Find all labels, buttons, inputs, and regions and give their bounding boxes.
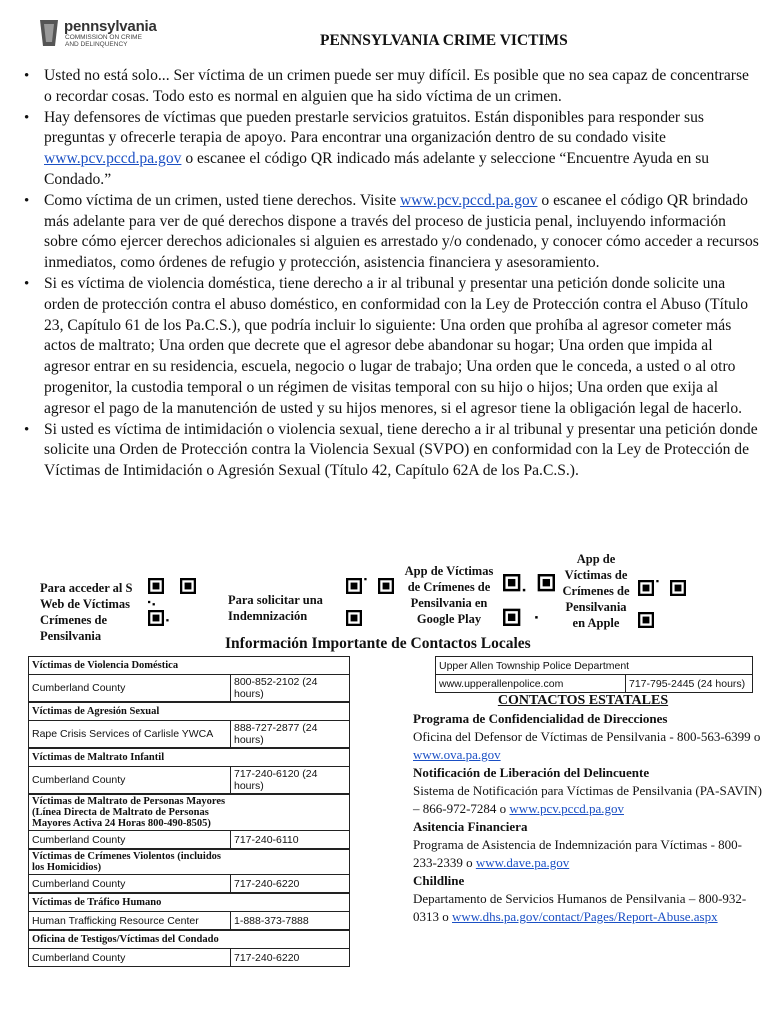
local-contact-heading: Víctimas de Tráfico Humano bbox=[29, 894, 350, 912]
state-item-heading: Asitencia Financiera bbox=[413, 819, 528, 834]
state-item: Programa de Confidencialidad de Direcciones Oficina del Defensor de Víctimas de Pensilvania - 800-563-6399 o www.ova.pa.gov bbox=[413, 710, 763, 764]
local-contact-phone: 717-240-6110 bbox=[231, 831, 350, 849]
bullet-5: • Si usted es víctima de intimidación o violencia sexual, tiene derecho a ir al tribunal y presentar una petición donde solicite una Orden de Protección contra la Violencia Sexual (SVPO) en conformidad con la Ley de Protección de Víctimas de Intimidación o Agresión Sexual (Título 42, Capítulo 62A de los Pa.C.S.). bbox=[24, 420, 759, 482]
bullet-4: • Si es víctima de violencia doméstica, tiene derecho a ir al tribunal y presentar una petición donde solicite una orden de protección contra el abuso doméstico, en conformidad con la Ley de Protección contra el Abuso (Título 23, Capítulo 61 de los Pa.C.S.), que podría incluir lo siguiente: Una orden que prohíba al agresor cometer más actos de maltrato; Una orden que decrete que el agresor debe abandonar su hogar; Una orden que impida al agresor entrar en su residencia, escuela, negocio o lugar de trabajo; Una orden que le conceda, a usted o al otro progenitor, la custodia temporal o un régimen de visitas temporal con su hijo o hijos; Una orden que exija al agresor el pago de la manutención de usted y su hijos menores, si el agresor tiene la obligación legal de hacerlo. bbox=[24, 274, 759, 420]
logo-name: pennsylvania bbox=[64, 18, 157, 35]
state-item: Notificación de Liberación del Delincuente Sistema de Notificación para Víctimas de Pensilvania (PA-SAVIN) – 866-972-7284 o www.pcv.pccd.pa.gov bbox=[413, 765, 762, 816]
logo-subtitle: COMMISSION ON CRIME AND DELINQUENCY bbox=[65, 34, 142, 48]
dave-link[interactable]: www.dave.pa.gov bbox=[475, 855, 570, 870]
qr-label-apple: App de Víctimas de Crímenes de Pensilvania en Apple bbox=[562, 552, 630, 630]
local-contact-phone: 717-240-6220 bbox=[231, 875, 350, 893]
ova-link[interactable]: www.ova.pa.gov bbox=[413, 747, 501, 762]
local-contact-phone: 888-727-2877 (24 hours) bbox=[231, 721, 350, 748]
pcv-link[interactable]: www.pcv.pccd.pa.gov bbox=[400, 191, 538, 209]
local-contact-heading: Víctimas de Crímenes Violentos (incluidos los Homicidios) bbox=[29, 850, 350, 875]
local-contact-org: Rape Crisis Services of Carlisle YWCA bbox=[29, 721, 231, 748]
local-contact-table bbox=[28, 930, 350, 967]
local-contact-phone: 1-888-373-7888 bbox=[231, 912, 350, 930]
qr-code-icon[interactable] bbox=[346, 578, 394, 626]
pcv-link[interactable]: www.pcv.pccd.pa.gov bbox=[44, 150, 182, 168]
state-item: Asitencia Financiera Programa de Asistencia de Indemnización para Víctimas - 800-233-2339 o www.dave.pa.gov bbox=[413, 818, 763, 872]
police-name: Upper Allen Township Police Department bbox=[436, 657, 753, 675]
qr-code-icon[interactable] bbox=[503, 574, 555, 626]
bullet-3: • Como víctima de un crimen, usted tiene derechos. Visite www.pcv.pccd.pa.gov o escanee el código QR brindado más adelante para ver de qué derechos dispone a través del proceso de justicia penal, incluyendo información sobre cómo ejercer derechos adicionales si alguien es arrestado y/o condenado, y conocer cómo acceder a recursos inmediatos, como órdenes de refugio y protección, asistencia financiera y asesoramiento. bbox=[24, 191, 759, 274]
local-contact-heading: Víctimas de Maltrato Infantil bbox=[29, 749, 350, 767]
state-item-heading: Programa de Confidencialidad de Direcciones bbox=[413, 711, 668, 726]
local-contact-heading: Oficina de Testigos/Víctimas del Condado bbox=[29, 931, 350, 949]
local-contact-table bbox=[28, 748, 350, 794]
qr-label-google: App de Víctimas de Crímenes de Pensilvania en Google Play bbox=[404, 564, 494, 626]
bullet-1: • Usted no está solo... Ser víctima de un crimen puede ser muy difícil. Es posible que no sea capaz de concentrarse o recordar cosas. Todo esto es normal en alguien que ha sido víctima de un crimen. bbox=[24, 66, 759, 108]
local-contact-org: Human Trafficking Resource Center bbox=[29, 912, 231, 930]
local-contact-org: Cumberland County bbox=[29, 675, 231, 702]
local-contact-org: Cumberland County bbox=[29, 831, 231, 849]
qr-label-indemnizacion: Para solicitar una Indemnización bbox=[228, 593, 323, 623]
state-contacts-title: CONTACTOS ESTATALES bbox=[497, 693, 669, 708]
local-contact-table bbox=[28, 849, 350, 893]
local-contact-table bbox=[28, 656, 350, 702]
local-contact-table bbox=[28, 702, 350, 748]
local-contact-org: Cumberland County bbox=[29, 949, 231, 967]
police-web: www.upperallenpolice.com bbox=[436, 675, 626, 693]
qr-label-web: Para acceder al S Web de Víctimas Crímenes de Pensilvania bbox=[40, 581, 133, 643]
local-contact-org: Cumberland County bbox=[29, 875, 231, 893]
info-bullets bbox=[24, 66, 759, 482]
state-item: Childline Departamento de Servicios Humanos de Pensilvania – 800-932-0313 o www.dhs.pa.gov/contact/Pages/Report-Abuse.aspx bbox=[413, 872, 763, 926]
state-item-heading: Notificación de Liberación del Delincuente bbox=[413, 765, 650, 780]
local-contact-org: Cumberland County bbox=[29, 767, 231, 794]
local-contact-phone: 717-240-6220 bbox=[231, 949, 350, 967]
state-item-heading: Childline bbox=[413, 873, 465, 888]
qr-code-icon[interactable] bbox=[638, 580, 686, 628]
pcv-link[interactable]: www.pcv.pccd.pa.gov bbox=[509, 801, 624, 816]
keystone-icon bbox=[38, 18, 60, 48]
page-title: PENNSYLVANIA CRIME VICTIMS bbox=[320, 32, 568, 49]
pccd-logo bbox=[38, 18, 178, 54]
dhs-link[interactable]: www.dhs.pa.gov/contact/Pages/Report-Abuse.aspx bbox=[452, 909, 718, 924]
local-contact-phone: 800-852-2102 (24 hours) bbox=[231, 675, 350, 702]
police-table bbox=[435, 656, 753, 693]
local-contacts-title: Información Importante de Contactos Locales bbox=[225, 635, 531, 652]
local-contacts bbox=[28, 656, 350, 967]
qr-code-icon[interactable] bbox=[148, 578, 196, 626]
local-contact-heading: Víctimas de Maltrato de Personas Mayores (Línea Directa de Maltrato de Personas Mayores Activa 24 Horas 800-490-8505) bbox=[29, 795, 350, 831]
local-contact-table bbox=[28, 794, 350, 849]
local-contact-heading: Víctimas de Violencia Doméstica bbox=[29, 657, 350, 675]
state-contacts bbox=[413, 692, 763, 926]
bullet-2: • Hay defensores de víctimas que pueden prestarle servicios gratuitos. Están disponibles para responder sus preguntas y ofrecerle terapia de apoyo. Para encontrar una organización dentro de su condado visite www.pcv.pccd.pa.gov o escanee el código QR indicado más adelante y seleccione “Encuentre Ayuda en su Condado.” bbox=[24, 108, 759, 191]
local-contact-phone: 717-240-6120 (24 hours) bbox=[231, 767, 350, 794]
police-phone: 717-795-2445 (24 hours) bbox=[626, 675, 753, 693]
local-contact-table bbox=[28, 893, 350, 930]
local-contact-heading: Víctimas de Agresión Sexual bbox=[29, 703, 350, 721]
